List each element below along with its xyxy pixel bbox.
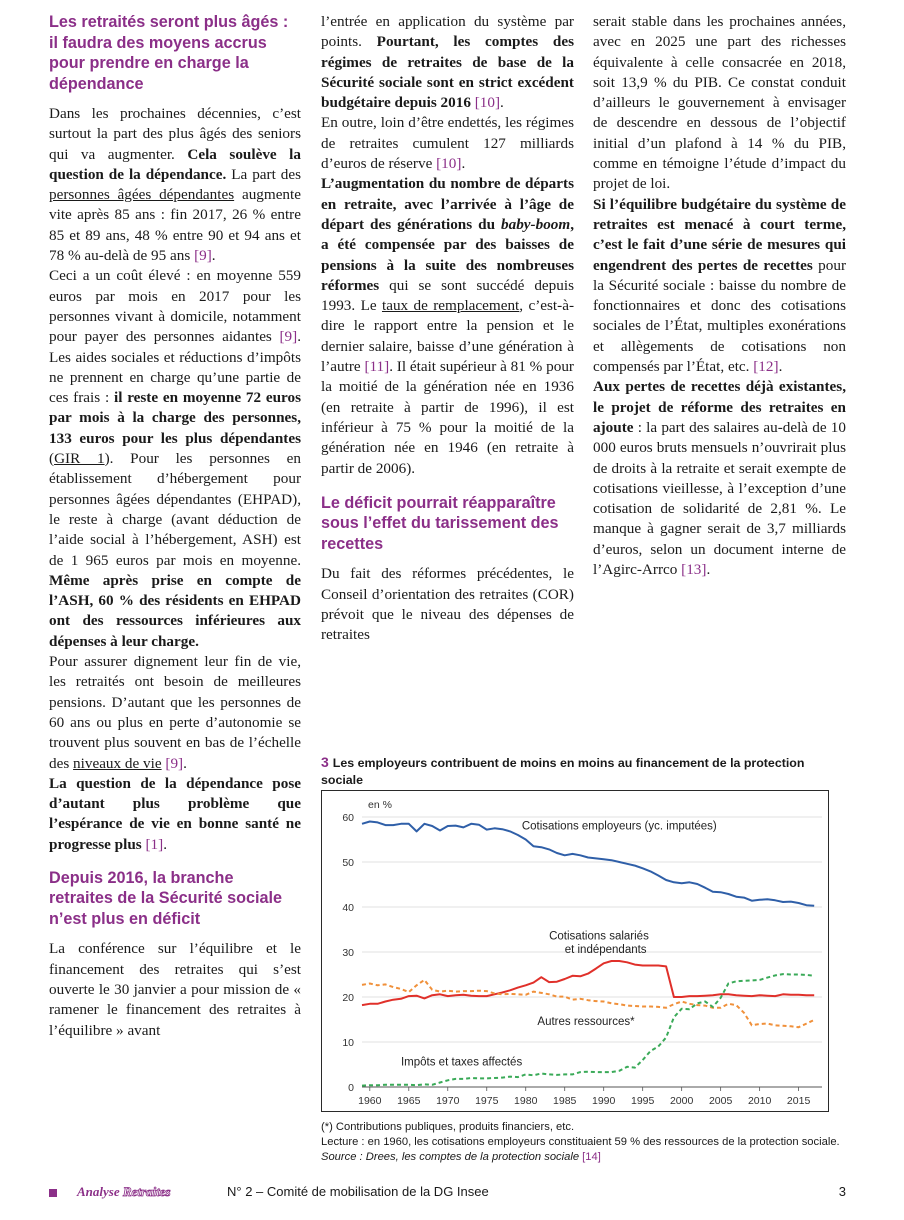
figure-footnote: (*) Contributions publiques, produits financiers, etc.: [321, 1121, 575, 1133]
column-3: [593, 12, 846, 580]
y-tick-label: 60: [342, 812, 354, 824]
x-tick-label: 1995: [630, 1095, 655, 1107]
y-tick-label: 30: [342, 947, 354, 959]
paragraph: [321, 12, 574, 113]
text-run: (: [49, 450, 55, 468]
text-run: Pourtant, les comptes des régimes de retraites de base de la Sécurité sociale sont en strict excédent budgétaire depuis 2016: [321, 33, 574, 112]
text-run: , a été compensée par des baisses de pensions à la suite des nombreuses réformes: [321, 215, 574, 294]
label-autres-ressources: Autres ressources*: [537, 1015, 635, 1028]
paragraph: [49, 652, 301, 774]
reference-link[interactable]: [10]: [474, 94, 501, 112]
paragraph: [593, 377, 846, 580]
paragraph: [49, 266, 301, 652]
reference-link[interactable]: [9]: [165, 754, 184, 772]
text-run: . Il était supérieur à 81 % pour la moitié de la génération née en 1936 (en retraite à partir de 1996), il est inférieur à 75 % pour la moitié de la génération née en 1946 (en retraite à partir de 2006).: [321, 358, 574, 477]
text-run: : la part des salaires au-delà de 10 000 euros bruts mensuels n’ouvrirait plus de droits à la retraite et serait exempte de cotisations vieillesse, à l’exception d’une cotisation de solidarité de 2,81 %. Le manque à gagner serait de 3,7 milliards d’euros, selon un document interne de l’Agirc-Arrco: [593, 418, 846, 579]
paragraph: [321, 564, 574, 645]
text-run: Même après prise en compte de l’ASH, 60 % des résidents en EHPAD ont des ressources inférieures aux dépenses à leur charge.: [49, 571, 301, 650]
page-number: 3: [838, 1184, 846, 1199]
y-tick-label: 0: [348, 1082, 354, 1094]
reference-link[interactable]: [12]: [753, 358, 779, 376]
text-run: . Les aides sociales et réductions d’impôts ne prennent en charge qu’une partie de ces frais :: [49, 328, 301, 407]
text-run: Aux pertes de recettes déjà existantes, le projet de réforme des retraites en ajoute: [593, 378, 846, 436]
footer-square-icon: [49, 1189, 57, 1197]
series-line-0: [362, 822, 814, 906]
text-run: Pour assurer dignement leur fin de vie, les retraités ont besoin de meilleures pensions. D’autant que les personnes de 60 ans ou plus en perte d’autonomie se trouvent plus souvent en bas de l’échelle des: [49, 653, 301, 772]
text-run: En outre, loin d’être endettés, les régimes de retraites cumulent 127 milliards d’euros de réserve: [321, 114, 574, 173]
series-line-3: [362, 974, 814, 1086]
text-run: .: [500, 94, 504, 112]
label-cotisations-salaries-2: et indépendants: [564, 943, 647, 956]
footer-text: N° 2 – Comité de mobilisation de la DG Insee: [227, 1184, 489, 1199]
paragraph: [49, 774, 301, 855]
page-footer: [49, 1184, 846, 1204]
series-line-1: [362, 961, 814, 1005]
text-run: La question de la dépendance pose d’autant plus problème que l’espérance de vie en bonne santé ne progresse plus: [49, 774, 301, 853]
text-run: Si l’équilibre budgétaire du système de retraites est menacé à court terme, c’est le fait d’une série de mesures qui engendrent des pertes de recettes: [593, 195, 846, 274]
text-run: pour la Sécurité sociale : baisse du nombre de fonctionnaires et donc des cotisations sociales de l’État, multiples exonérations et allègements de cotisations non compensés par l’État, etc.: [593, 256, 846, 376]
section-heading-dependance: Les retraités seront plus âgés : il faudra des moyens accrus pour prendre en charge la dépendance: [49, 13, 289, 93]
text-run: La conférence sur l’équilibre et le financement des retraites qui s’est ouverte le 30 janvier a pour mission de « ramener le financement des retraites à l’équilibre » avant: [49, 940, 301, 1039]
x-tick-label: 1985: [553, 1095, 577, 1107]
label-impots-taxes: Impôts et taxes affectés: [400, 1056, 523, 1069]
text-run: ). Pour les personnes en établissement d’hébergement pour personnes âgées dépendantes (EHPAD), le reste à charge (avant déduction de l’aide social à l’hébergement, ASH) est de 1 965 euros par mois en moyenne.: [49, 450, 301, 569]
x-tick-label: 1990: [592, 1095, 616, 1107]
text-run: augmente vite après 85 ans : fin 2017, 26 % entre 85 et 89 ans, 48 % entre 90 et 94 ans et 78 % au-delà de 95 ans: [49, 186, 301, 265]
column-2: [321, 12, 574, 646]
x-tick-label: 1970: [436, 1095, 460, 1107]
reference-link[interactable]: [9]: [279, 328, 298, 346]
x-tick-label: 1980: [514, 1095, 538, 1107]
column-1: [49, 12, 301, 1041]
text-run: l’entrée en application du système par points.: [321, 13, 574, 51]
label-cotisations-salaries: Cotisations salariés: [549, 930, 649, 943]
text-run: il reste en moyenne 72 euros par mois à la charge des personnes, 133 euros pour les plus dépendantes: [49, 389, 301, 447]
figure-reading-note: Lecture : en 1960, les cotisations employeurs constituaient 59 % des ressources de la protection sociale.: [321, 1135, 840, 1148]
text-run: .: [778, 358, 783, 376]
paragraph: [593, 195, 846, 378]
x-tick-label: 1960: [358, 1095, 382, 1107]
paragraph: [321, 113, 574, 174]
reference-link[interactable]: [9]: [194, 247, 212, 265]
paragraph: [321, 174, 574, 478]
figure-notes: [321, 1120, 851, 1164]
x-tick-label: 1975: [475, 1095, 499, 1107]
paragraph: [593, 12, 846, 195]
text-run: .: [706, 561, 711, 579]
text-run: Cela soulève la question de la dépendance.: [49, 145, 302, 183]
figure-source-ref: [14]: [582, 1150, 601, 1163]
text-run: Ceci a un coût élevé : en moyenne 559 euros par mois en 2017 pour les personnes vivant à domicile, notamment pour payer des personnes aidantes: [49, 267, 301, 346]
label-cotisations-employeurs: Cotisations employeurs (yc. imputées): [521, 820, 717, 833]
text-run: .: [461, 155, 466, 173]
text-run: .: [183, 754, 187, 772]
x-tick-label: 2010: [747, 1095, 772, 1107]
text-run: .: [211, 247, 216, 265]
reference-link[interactable]: [11]: [364, 358, 390, 376]
text-run: La part des: [226, 165, 302, 183]
text-run: personnes âgées dépendantes: [49, 186, 235, 204]
chart-frame: [321, 790, 829, 1112]
y-tick-label: 50: [342, 857, 354, 869]
figure-title: [321, 754, 821, 788]
reference-link[interactable]: [10]: [436, 155, 462, 173]
paragraph: [49, 939, 301, 1040]
text-run: L’augmentation du nombre de départs en retraite, avec l’arrivée à l’âge de départ des générations du: [321, 175, 574, 233]
text-run: qui se sont succédé depuis 1993. Le: [321, 276, 574, 315]
x-tick-label: 2000: [669, 1095, 694, 1107]
reference-link[interactable]: [13]: [681, 561, 707, 579]
x-tick-label: 2005: [708, 1095, 733, 1107]
text-run: GIR 1: [54, 450, 105, 468]
text-run: .: [163, 835, 168, 853]
text-run: Du fait des réformes précédentes, le Conseil d’orientation des retraites (COR) prévoit que le niveau des dépenses de retraites: [321, 565, 574, 644]
paragraph: [49, 104, 301, 266]
y-tick-label: 10: [342, 1037, 354, 1049]
text-run: taux de remplacement: [381, 297, 520, 315]
text-run: niveaux de vie: [73, 754, 162, 772]
section-heading-deficit: Le déficit pourrait réapparaître sous l’effet du tarissement des recettes: [321, 493, 559, 553]
x-tick-label: 1965: [397, 1095, 421, 1107]
x-tick-label: 2015: [786, 1095, 811, 1107]
figure-title-text: Les employeurs contribuent de moins en moins au financement de la protection sociale: [321, 756, 805, 787]
text-run: , c’est-à-dire le rapport entre la pension et le dernier salaire, baisse d’une génération à l’autre: [321, 297, 574, 376]
y-tick-label: 40: [342, 902, 354, 914]
footer-brand: Analyse Retraites: [77, 1184, 171, 1199]
figure-number: 3: [321, 754, 329, 770]
text-run: baby-boom: [501, 215, 571, 233]
text-run: Dans les prochaines décennies, c’est surtout la part des plus âgés des seniors qui va augmenter.: [49, 105, 301, 163]
y-unit-label: en %: [368, 799, 392, 811]
line-chart: [322, 791, 828, 1111]
section-heading-branche-retraites: Depuis 2016, la branche retraites de la Sécurité sociale n’est plus en déficit: [49, 868, 283, 928]
reference-link[interactable]: [1]: [145, 835, 164, 853]
figure-source: Source : Drees, les comptes de la protection sociale: [321, 1150, 580, 1163]
y-tick-label: 20: [342, 992, 354, 1004]
text-run: serait stable dans les prochaines années, avec en 2025 une part des richesses équivalente à celle consacrée en 2018, soit 13,9 % du PIB. Ce constat conduit d’ailleurs le gouvernement à envisager de descendre en dessous de l’objectif initial d’un plafond à 14 % du PIB, comme en témoigne l’étude d’impact du projet de loi.: [593, 13, 846, 193]
